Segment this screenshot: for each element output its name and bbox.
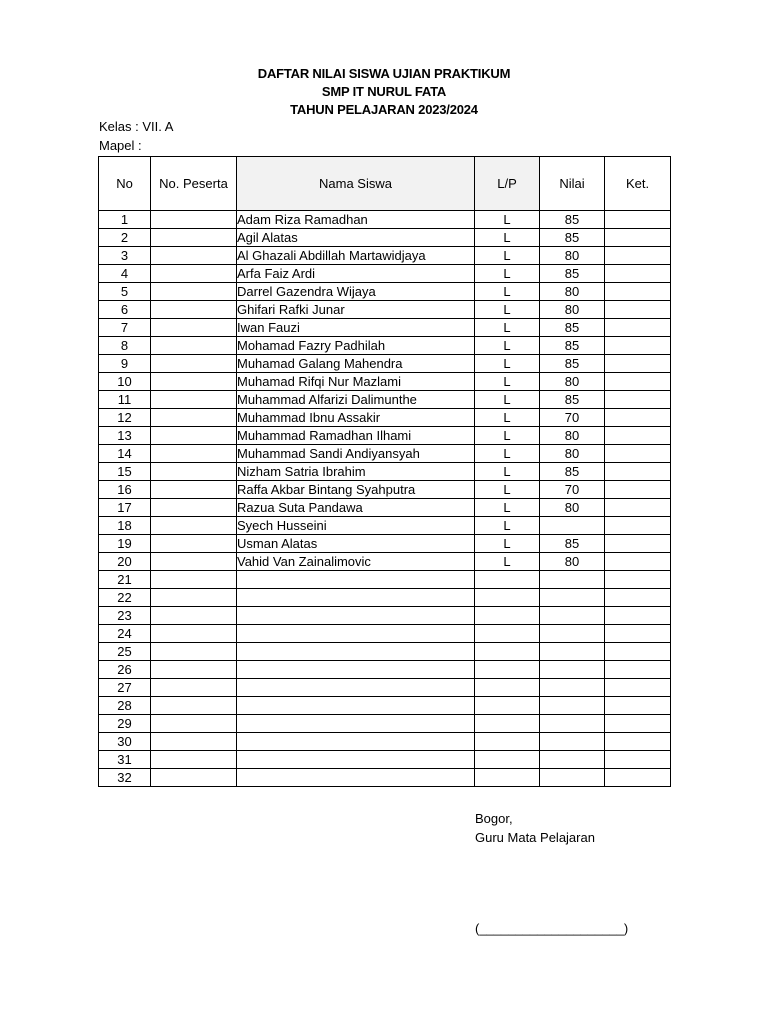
cell-lp (475, 607, 540, 625)
cell-nama-siswa: Muhammad Sandi Andiyansyah (237, 445, 475, 463)
cell-ket (605, 715, 671, 733)
table-header-row (99, 157, 671, 211)
cell-nama-siswa: Nizham Satria Ibrahim (237, 463, 475, 481)
table-row (99, 769, 671, 787)
cell-nama-siswa: Ghifari Rafki Junar (237, 301, 475, 319)
cell-no: 11 (99, 391, 151, 409)
cell-nama-siswa: Muhammad Ramadhan Ilhami (237, 427, 475, 445)
cell-no: 1 (99, 211, 151, 229)
cell-nama-siswa: Muhamad Rifqi Nur Mazlami (237, 373, 475, 391)
cell-no-peserta (151, 715, 237, 733)
cell-ket (605, 265, 671, 283)
cell-nilai (540, 517, 605, 535)
cell-ket (605, 751, 671, 769)
cell-ket (605, 661, 671, 679)
cell-nilai (540, 589, 605, 607)
cell-no-peserta (151, 625, 237, 643)
cell-nama-siswa (237, 697, 475, 715)
cell-nilai: 80 (540, 283, 605, 301)
cell-no: 6 (99, 301, 151, 319)
cell-nama-siswa: Adam Riza Ramadhan (237, 211, 475, 229)
cell-ket (605, 571, 671, 589)
cell-lp (475, 589, 540, 607)
cell-nilai (540, 751, 605, 769)
cell-ket (605, 589, 671, 607)
cell-nilai: 85 (540, 337, 605, 355)
cell-no-peserta (151, 751, 237, 769)
cell-ket (605, 409, 671, 427)
cell-no: 31 (99, 751, 151, 769)
cell-lp: L (475, 517, 540, 535)
cell-nilai (540, 697, 605, 715)
cell-ket (605, 463, 671, 481)
cell-ket (605, 445, 671, 463)
cell-nilai (540, 679, 605, 697)
cell-nama-siswa: Arfa Faiz Ardi (237, 265, 475, 283)
cell-lp: L (475, 319, 540, 337)
cell-lp (475, 571, 540, 589)
cell-no: 20 (99, 553, 151, 571)
cell-nilai: 80 (540, 301, 605, 319)
table-row (99, 625, 671, 643)
cell-ket (605, 625, 671, 643)
cell-no: 16 (99, 481, 151, 499)
cell-no: 29 (99, 715, 151, 733)
table-row (99, 229, 671, 247)
document-title: DAFTAR NILAI SISWA UJIAN PRAKTIKUM (257, 66, 511, 81)
cell-nama-siswa: Raffa Akbar Bintang Syahputra (237, 481, 475, 499)
cell-no-peserta (151, 661, 237, 679)
table-row (99, 427, 671, 445)
cell-nilai: 85 (540, 535, 605, 553)
cell-no-peserta (151, 355, 237, 373)
cell-no-peserta (151, 319, 237, 337)
table-body (99, 211, 671, 787)
signature-line: (____________________) (475, 921, 629, 936)
table-row (99, 355, 671, 373)
cell-nama-siswa: Agil Alatas (237, 229, 475, 247)
cell-no: 30 (99, 733, 151, 751)
cell-lp: L (475, 337, 540, 355)
cell-nama-siswa: Vahid Van Zainalimovic (237, 553, 475, 571)
cell-no-peserta (151, 769, 237, 787)
cell-no: 13 (99, 427, 151, 445)
cell-nama-siswa: Syech Husseini (237, 517, 475, 535)
cell-nilai (540, 769, 605, 787)
cell-nama-siswa (237, 751, 475, 769)
column-header-no-peserta: No. Peserta (151, 157, 237, 211)
table-row (99, 643, 671, 661)
cell-lp: L (475, 211, 540, 229)
cell-no: 2 (99, 229, 151, 247)
cell-lp (475, 697, 540, 715)
cell-nama-siswa (237, 715, 475, 733)
cell-nilai: 80 (540, 247, 605, 265)
cell-nilai (540, 625, 605, 643)
column-header-nama-siswa: Nama Siswa (237, 157, 475, 211)
cell-nama-siswa: Darrel Gazendra Wijaya (237, 283, 475, 301)
cell-nilai: 85 (540, 319, 605, 337)
cell-no: 27 (99, 679, 151, 697)
cell-ket (605, 355, 671, 373)
cell-no-peserta (151, 733, 237, 751)
cell-lp (475, 625, 540, 643)
school-name: SMP IT NURUL FATA (321, 84, 447, 99)
grade-table (98, 156, 671, 787)
cell-no-peserta (151, 571, 237, 589)
cell-nama-siswa (237, 733, 475, 751)
column-header-ket: Ket. (605, 157, 671, 211)
cell-nama-siswa (237, 589, 475, 607)
cell-no-peserta (151, 445, 237, 463)
cell-lp: L (475, 301, 540, 319)
table-row (99, 679, 671, 697)
cell-no: 5 (99, 283, 151, 301)
table-row (99, 535, 671, 553)
table-row (99, 409, 671, 427)
cell-nilai (540, 661, 605, 679)
cell-no: 28 (99, 697, 151, 715)
cell-nilai: 80 (540, 445, 605, 463)
cell-no-peserta (151, 553, 237, 571)
cell-nilai: 85 (540, 391, 605, 409)
table-row (99, 211, 671, 229)
cell-nama-siswa: Mohamad Fazry Padhilah (237, 337, 475, 355)
cell-nilai: 85 (540, 463, 605, 481)
cell-lp: L (475, 355, 540, 373)
cell-no-peserta (151, 463, 237, 481)
cell-nama-siswa: Muhammad Alfarizi Dalimunthe (237, 391, 475, 409)
signature-role: Guru Mata Pelajaran (475, 830, 595, 845)
cell-no-peserta (151, 409, 237, 427)
table-row (99, 499, 671, 517)
cell-no: 12 (99, 409, 151, 427)
cell-lp (475, 733, 540, 751)
cell-nama-siswa (237, 625, 475, 643)
cell-nama-siswa (237, 643, 475, 661)
cell-ket (605, 481, 671, 499)
table-row (99, 571, 671, 589)
table-row (99, 661, 671, 679)
cell-nilai: 80 (540, 373, 605, 391)
cell-nilai (540, 733, 605, 751)
cell-lp: L (475, 445, 540, 463)
cell-no-peserta (151, 283, 237, 301)
table-row (99, 265, 671, 283)
cell-nama-siswa (237, 769, 475, 787)
cell-ket (605, 229, 671, 247)
table-row (99, 247, 671, 265)
cell-nilai: 80 (540, 553, 605, 571)
signature-city: Bogor, (475, 811, 513, 826)
cell-lp: L (475, 481, 540, 499)
table-row (99, 553, 671, 571)
cell-nilai: 80 (540, 427, 605, 445)
cell-no-peserta (151, 301, 237, 319)
cell-nilai: 70 (540, 409, 605, 427)
cell-no: 10 (99, 373, 151, 391)
cell-lp (475, 769, 540, 787)
cell-ket (605, 373, 671, 391)
cell-lp: L (475, 373, 540, 391)
cell-lp: L (475, 499, 540, 517)
cell-no: 26 (99, 661, 151, 679)
cell-lp: L (475, 553, 540, 571)
table-row (99, 319, 671, 337)
cell-lp: L (475, 535, 540, 553)
cell-ket (605, 553, 671, 571)
column-header-lp: L/P (475, 157, 540, 211)
cell-no-peserta (151, 589, 237, 607)
cell-no: 22 (99, 589, 151, 607)
table-row (99, 283, 671, 301)
cell-no: 32 (99, 769, 151, 787)
cell-ket (605, 733, 671, 751)
table-row (99, 391, 671, 409)
cell-nama-siswa (237, 571, 475, 589)
cell-no: 3 (99, 247, 151, 265)
cell-nama-siswa: Iwan Fauzi (237, 319, 475, 337)
cell-ket (605, 427, 671, 445)
cell-no: 8 (99, 337, 151, 355)
cell-nama-siswa: Usman Alatas (237, 535, 475, 553)
cell-no-peserta (151, 697, 237, 715)
cell-no-peserta (151, 607, 237, 625)
cell-ket (605, 769, 671, 787)
cell-no-peserta (151, 391, 237, 409)
table-row (99, 715, 671, 733)
table-row (99, 301, 671, 319)
academic-year: TAHUN PELAJARAN 2023/2024 (290, 102, 478, 117)
cell-no: 24 (99, 625, 151, 643)
table-row (99, 589, 671, 607)
cell-no: 25 (99, 643, 151, 661)
cell-nama-siswa: Muhammad Ibnu Assakir (237, 409, 475, 427)
cell-nilai: 85 (540, 229, 605, 247)
cell-nilai (540, 571, 605, 589)
cell-lp: L (475, 265, 540, 283)
cell-no-peserta (151, 265, 237, 283)
cell-lp (475, 661, 540, 679)
cell-no-peserta (151, 247, 237, 265)
cell-no: 17 (99, 499, 151, 517)
table-row (99, 607, 671, 625)
cell-lp (475, 715, 540, 733)
cell-nilai: 85 (540, 355, 605, 373)
cell-no: 23 (99, 607, 151, 625)
table-row (99, 517, 671, 535)
table-row (99, 337, 671, 355)
cell-no: 14 (99, 445, 151, 463)
cell-ket (605, 283, 671, 301)
column-header-no: No (99, 157, 151, 211)
cell-ket (605, 391, 671, 409)
cell-no-peserta (151, 211, 237, 229)
cell-no-peserta (151, 517, 237, 535)
cell-lp: L (475, 247, 540, 265)
column-header-nilai: Nilai (540, 157, 605, 211)
table-row (99, 751, 671, 769)
cell-nama-siswa (237, 679, 475, 697)
cell-no-peserta (151, 481, 237, 499)
cell-nama-siswa (237, 607, 475, 625)
cell-no: 18 (99, 517, 151, 535)
table-row (99, 463, 671, 481)
cell-nilai: 85 (540, 211, 605, 229)
cell-no-peserta (151, 427, 237, 445)
cell-ket (605, 607, 671, 625)
cell-lp (475, 679, 540, 697)
cell-ket (605, 517, 671, 535)
table-row (99, 733, 671, 751)
cell-nama-siswa: Razua Suta Pandawa (237, 499, 475, 517)
table-row (99, 481, 671, 499)
cell-nilai: 70 (540, 481, 605, 499)
cell-no: 21 (99, 571, 151, 589)
cell-ket (605, 319, 671, 337)
cell-nilai (540, 643, 605, 661)
cell-lp: L (475, 229, 540, 247)
cell-no-peserta (151, 643, 237, 661)
cell-no-peserta (151, 373, 237, 391)
cell-nilai (540, 607, 605, 625)
table-row (99, 445, 671, 463)
cell-lp: L (475, 427, 540, 445)
cell-lp: L (475, 391, 540, 409)
subject-label: Mapel : (99, 138, 142, 153)
cell-ket (605, 247, 671, 265)
cell-ket (605, 301, 671, 319)
table-row (99, 373, 671, 391)
cell-no-peserta (151, 229, 237, 247)
class-label: Kelas : VII. A (99, 119, 174, 134)
cell-lp: L (475, 283, 540, 301)
cell-nama-siswa: Muhamad Galang Mahendra (237, 355, 475, 373)
document-header (0, 65, 768, 119)
cell-ket (605, 337, 671, 355)
cell-no: 7 (99, 319, 151, 337)
cell-lp (475, 751, 540, 769)
cell-no: 4 (99, 265, 151, 283)
cell-nama-siswa (237, 661, 475, 679)
cell-nilai: 80 (540, 499, 605, 517)
cell-ket (605, 679, 671, 697)
cell-no: 19 (99, 535, 151, 553)
cell-lp: L (475, 463, 540, 481)
cell-ket (605, 643, 671, 661)
cell-no-peserta (151, 499, 237, 517)
cell-ket (605, 499, 671, 517)
cell-no: 9 (99, 355, 151, 373)
cell-lp (475, 643, 540, 661)
cell-nilai: 85 (540, 265, 605, 283)
cell-no: 15 (99, 463, 151, 481)
cell-ket (605, 211, 671, 229)
cell-lp: L (475, 409, 540, 427)
cell-nilai (540, 715, 605, 733)
cell-no-peserta (151, 679, 237, 697)
cell-no-peserta (151, 337, 237, 355)
cell-no-peserta (151, 535, 237, 553)
cell-ket (605, 535, 671, 553)
cell-ket (605, 697, 671, 715)
table-row (99, 697, 671, 715)
cell-nama-siswa: Al Ghazali Abdillah Martawidjaya (237, 247, 475, 265)
